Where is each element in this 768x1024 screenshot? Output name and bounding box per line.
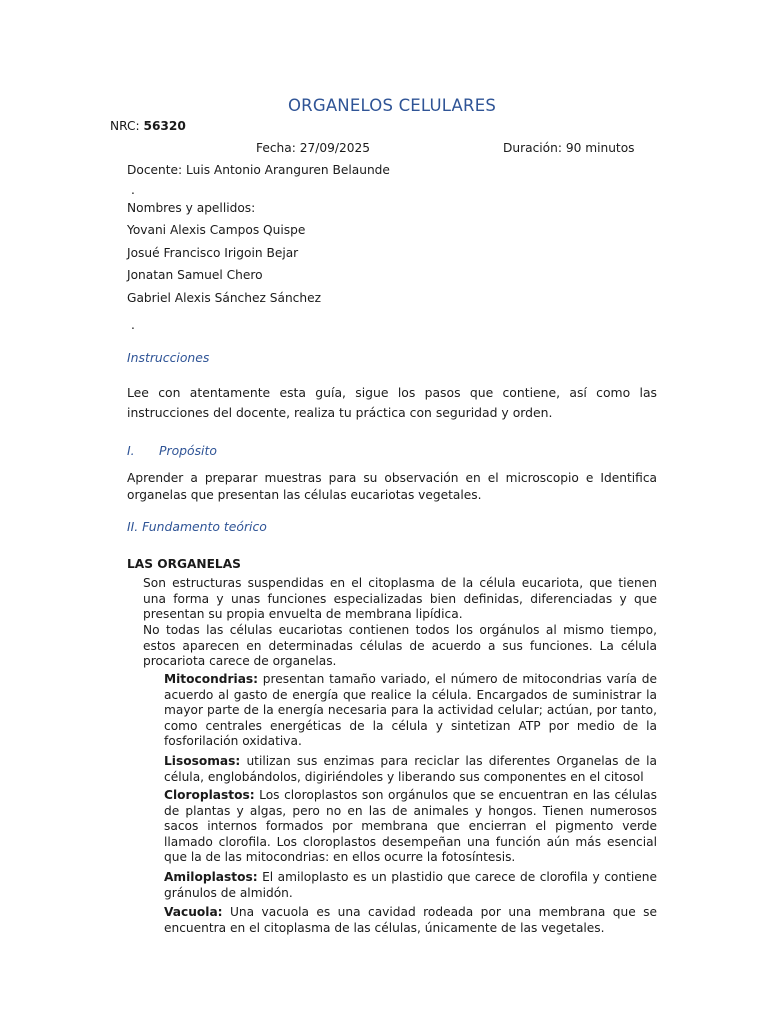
student-name: Yovani Alexis Campos Quispe [127,223,306,237]
organelle-item-vacuola [164,905,657,936]
nrc-line [110,119,186,133]
organelle-term: Mitocondrias: [164,672,259,686]
organelle-item-lisosomas [164,754,657,785]
instrucciones-text: Lee con atentamente esta guía, sigue los pasos que contiene, así como las instrucciones del docente, realiza tu práctica con seguridad y orden. [127,385,657,420]
organelle-description: presentan tamaño variado, el número de mitocondrias varía de acuerdo al gasto de energía que realice la célula. Encargados de suministrar la mayor parte de la energía necesaria para la actividad celular; actúan, por tanto, como centrales energéticas de la célula y sintetizan ATP por medio de la fosforilación oxidativa. [164,672,657,749]
fecha-text: Fecha: 27/09/2025 [256,141,370,155]
instrucciones-heading: Instrucciones [127,350,210,365]
proposito-text: Aprender a preparar muestras para su observación en el microscopio e Identifica organelas que presentan las células eucariotas vegetales. [127,471,657,502]
separator-dot: . [131,318,135,332]
organelle-item-mitocondrias [164,672,657,750]
organelle-term: Vacuola: [164,905,223,919]
organelle-item-amiloplastos [164,870,657,901]
organelas-paragraph-1: Son estructuras suspendidas en el citoplasma de la célula eucariota, que tienen una forma y unas funciones especializadas bien definidas, diferenciadas y que presentan su propia envuelta de membrana lipídica. [143,576,657,622]
organelle-description: utilizan sus enzimas para reciclar las diferentes Organelas de la célula, englobándolos, digiriéndoles y liberando sus componentes en el citosol [164,754,657,784]
organelas-paragraph-2: No todas las células eucariotas contienen todos los orgánulos al mismo tiempo, estos aparecen en determinadas células de acuerdo a sus funciones. La célula procariota carece de organelas. [143,623,657,669]
organelle-description: Los cloroplastos son orgánulos que se encuentran en las células de plantas y algas, pero no en las de animales y hongos. Tienen numerosos sacos internos formados por membrana que encierran el pigmento verde llamado clorofila. Los cloroplastos desempeñan una función aún más esencial que la de las mitocondrias: en ellos ocurre la fotosíntesis. [164,788,657,865]
fundamento-heading: II. Fundamento teórico [127,519,267,534]
docente-text: Docente: Luis Antonio Aranguren Belaunde [127,163,390,177]
organelle-term: Lisosomas: [164,754,241,768]
student-name: Jonatan Samuel Chero [127,268,263,282]
organelle-description: El amiloplasto es un plastidio que carece de clorofila y contiene gránulos de almidón. [164,870,657,900]
separator-dot: . [131,183,135,197]
page-title: ORGANELOS CELULARES [287,96,497,115]
organelle-description: Una vacuola es una cavidad rodeada por una membrana que se encuentra en el citoplasma de las células, únicamente de las vegetales. [164,905,657,935]
nombres-label: Nombres y apellidos: [127,201,256,215]
nrc-label: NRC: [110,119,140,133]
organelle-term: Amiloplastos: [164,870,258,884]
proposito-heading: Propósito [159,443,217,458]
organelle-term: Cloroplastos: [164,788,255,802]
student-name: Gabriel Alexis Sánchez Sánchez [127,291,322,305]
organelle-item-cloroplastos [164,788,657,866]
proposito-number: I. [127,443,135,458]
nrc-value: 56320 [143,119,186,133]
organelas-subheading: LAS ORGANELAS [127,557,241,571]
duracion-text: Duración: 90 minutos [503,141,635,155]
student-name: Josué Francisco Irigoin Bejar [127,246,299,260]
